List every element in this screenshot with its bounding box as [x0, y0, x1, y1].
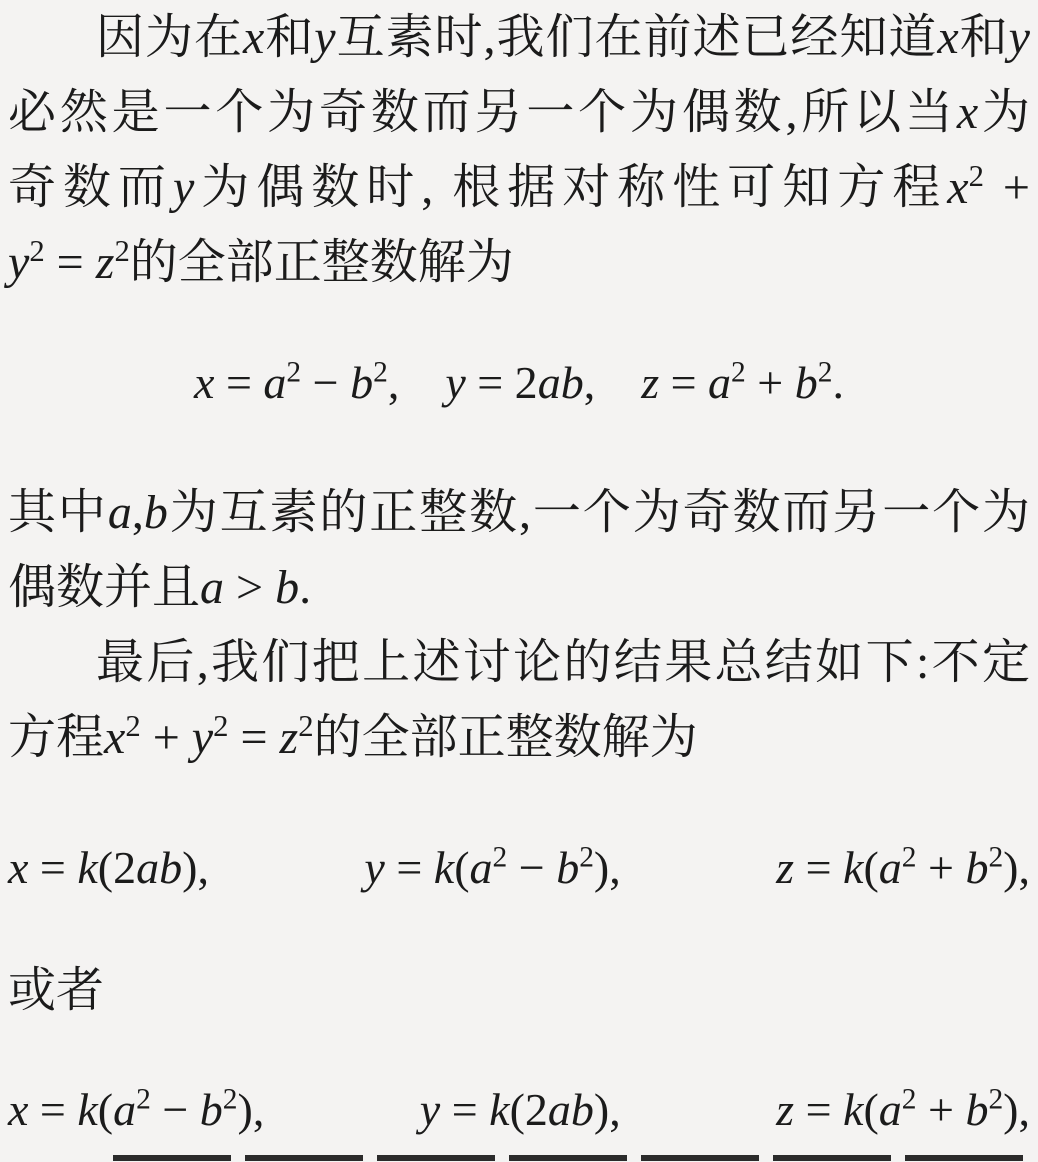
- text-run: 和: [958, 11, 1009, 64]
- math-variable: a: [113, 1084, 137, 1135]
- text-run: 奇数而: [8, 161, 173, 214]
- math-variable: a: [107, 486, 132, 539]
- math-variable: a: [878, 842, 902, 893]
- math-variable: k: [77, 842, 98, 893]
- text-run: 为: [978, 86, 1030, 139]
- math-operator: ),: [1003, 842, 1030, 893]
- math-operator: .: [832, 357, 844, 408]
- equation-part: [8, 1072, 264, 1147]
- math-operator: ),: [593, 842, 621, 893]
- superscript: 2: [988, 1083, 1004, 1116]
- math-variable: y: [419, 1084, 441, 1135]
- equation-part: [776, 1072, 1030, 1147]
- math-variable: ab: [537, 357, 584, 408]
- math-operator: (: [454, 842, 470, 893]
- math-variable: x: [242, 11, 265, 64]
- superscript: 2: [114, 234, 130, 268]
- equation-part: [420, 1072, 621, 1147]
- math-operator: −: [150, 1084, 200, 1135]
- superscript: 2: [213, 709, 229, 743]
- math-variable: x: [937, 11, 959, 64]
- math-variable: b: [199, 1084, 223, 1135]
- paragraph-3: [8, 625, 1030, 775]
- paragraph-3-line-2: [8, 700, 1030, 775]
- math-operator: ,: [131, 486, 144, 539]
- paragraph-1-line-3: [8, 150, 1030, 225]
- paragraph-1-line-2: [8, 75, 1030, 150]
- math-operator: +: [140, 711, 192, 764]
- math-variable: b: [350, 357, 374, 408]
- math-operator: +: [916, 1084, 966, 1135]
- math-operator: =: [228, 711, 280, 764]
- math-operator: (: [97, 1084, 114, 1135]
- math-variable: b: [275, 561, 300, 614]
- math-operator: =: [28, 1084, 78, 1135]
- math-operator: =: [384, 842, 434, 893]
- math-operator: −: [301, 357, 351, 408]
- math-variable: ab: [136, 842, 183, 893]
- math-variable: z: [279, 711, 299, 764]
- text-run: 互素时,我们在前述已经知道: [335, 11, 938, 64]
- text-run: 的全部正整数解为: [129, 236, 514, 289]
- math-variable: x: [947, 161, 969, 214]
- math-variable: z: [95, 236, 115, 289]
- equation-1: [8, 345, 1030, 420]
- math-variable: k: [433, 842, 455, 893]
- math-operator: +: [916, 842, 966, 893]
- math-operator: ,: [583, 357, 596, 408]
- math-variable: k: [843, 1084, 864, 1135]
- math-operator: =: [794, 1084, 844, 1135]
- math-variable: y: [1008, 11, 1030, 64]
- superscript: 2: [492, 841, 508, 874]
- math-operator: =: [214, 357, 264, 408]
- math-operator: (2: [97, 842, 137, 893]
- math-operator: (: [863, 1084, 879, 1135]
- math-operator: =: [440, 1084, 490, 1135]
- paragraph-2-line-2: [8, 550, 1030, 625]
- math-variable: k: [77, 1084, 98, 1135]
- superscript: 2: [817, 356, 833, 389]
- math-variable: a: [878, 1084, 902, 1135]
- math-operator: ,: [387, 357, 400, 408]
- math-operator: .: [299, 561, 312, 614]
- math-variable: y: [364, 842, 385, 893]
- equation-3: [8, 1072, 1030, 1147]
- paragraph-1-line-4: [8, 225, 1030, 300]
- math-operator: =: [44, 236, 96, 289]
- math-operator: ),: [182, 842, 209, 893]
- equation-part: [364, 830, 620, 905]
- math-variable: x: [104, 711, 126, 764]
- math-operator: +: [745, 357, 795, 408]
- paragraph-1-line-1: [8, 0, 1030, 75]
- superscript: 2: [901, 1083, 917, 1116]
- superscript: 2: [222, 1083, 238, 1116]
- math-variable: x: [956, 86, 979, 139]
- math-operator: (: [863, 842, 879, 893]
- math-variable: a: [200, 561, 225, 614]
- math-variable: k: [489, 1084, 510, 1135]
- equation-part: [194, 345, 399, 420]
- text-run: 的全部正整数解为: [313, 711, 698, 764]
- superscript: 2: [579, 841, 594, 874]
- math-variable: y: [173, 161, 195, 214]
- math-variable: k: [843, 842, 864, 893]
- text-run: 为偶数时, 根据对称性可知方程: [194, 161, 948, 214]
- math-variable: b: [965, 842, 989, 893]
- math-operator: =: [28, 842, 78, 893]
- superscript: 2: [988, 841, 1004, 874]
- math-variable: a: [708, 357, 732, 408]
- math-variable: z: [641, 357, 660, 408]
- math-variable: b: [965, 1084, 989, 1135]
- equation-part: [641, 345, 844, 420]
- math-operator: (2: [509, 1084, 548, 1135]
- superscript: 2: [731, 356, 746, 389]
- math-operator: =: [794, 842, 844, 893]
- superscript: 2: [29, 234, 45, 268]
- math-variable: x: [194, 357, 215, 408]
- math-operator: ),: [237, 1084, 265, 1135]
- text-run: 必然是一个为奇数而另一个为偶数,所以当: [8, 86, 957, 139]
- math-operator: = 2: [465, 357, 538, 408]
- math-variable: a: [263, 357, 287, 408]
- math-variable: z: [776, 842, 795, 893]
- paragraph-1: [8, 0, 1030, 300]
- cropped-next-line: [113, 1155, 1030, 1161]
- paragraph-3-line-1: [8, 625, 1030, 700]
- superscript: 2: [298, 709, 314, 743]
- superscript: 2: [901, 841, 917, 874]
- text-run: 因为在: [96, 11, 243, 64]
- text-run: 最后,我们把上述讨论的结果总结如下:不定: [96, 636, 1030, 689]
- math-variable: y: [8, 236, 30, 289]
- math-variable: z: [776, 1084, 795, 1135]
- equation-part: [445, 345, 595, 420]
- math-operator: =: [659, 357, 709, 408]
- paragraph-2: [8, 475, 1030, 625]
- math-variable: a: [469, 842, 493, 893]
- math-variable: ab: [547, 1084, 594, 1135]
- math-variable: y: [445, 357, 466, 408]
- text-run: 方程: [8, 711, 105, 764]
- equation-part: [776, 830, 1030, 905]
- math-variable: x: [8, 842, 29, 893]
- text-run: 和: [264, 11, 315, 64]
- connector-text: 或者: [8, 964, 105, 1017]
- math-operator: −: [507, 842, 557, 893]
- superscript: 2: [136, 1083, 151, 1116]
- math-variable: y: [191, 711, 214, 764]
- equation-2: [8, 830, 1030, 905]
- superscript: 2: [286, 356, 302, 389]
- math-variable: y: [314, 11, 336, 64]
- math-variable: b: [143, 486, 168, 539]
- math-operator: ),: [593, 1084, 621, 1135]
- text-run: 其中: [8, 486, 108, 539]
- math-variable: b: [794, 357, 818, 408]
- equation-part: [8, 830, 209, 905]
- math-variable: x: [8, 1084, 29, 1135]
- superscript: 2: [968, 159, 984, 193]
- text-run: 偶数并且: [8, 561, 201, 614]
- paragraph-2-line-1: [8, 475, 1030, 550]
- math-operator: >: [224, 561, 276, 614]
- math-operator: ),: [1003, 1084, 1030, 1135]
- math-variable: b: [556, 842, 580, 893]
- math-operator: +: [983, 161, 1030, 214]
- superscript: 2: [373, 356, 388, 389]
- text-run: 为互素的正整数,一个为奇数而另一个为: [167, 486, 1030, 539]
- superscript: 2: [125, 709, 141, 743]
